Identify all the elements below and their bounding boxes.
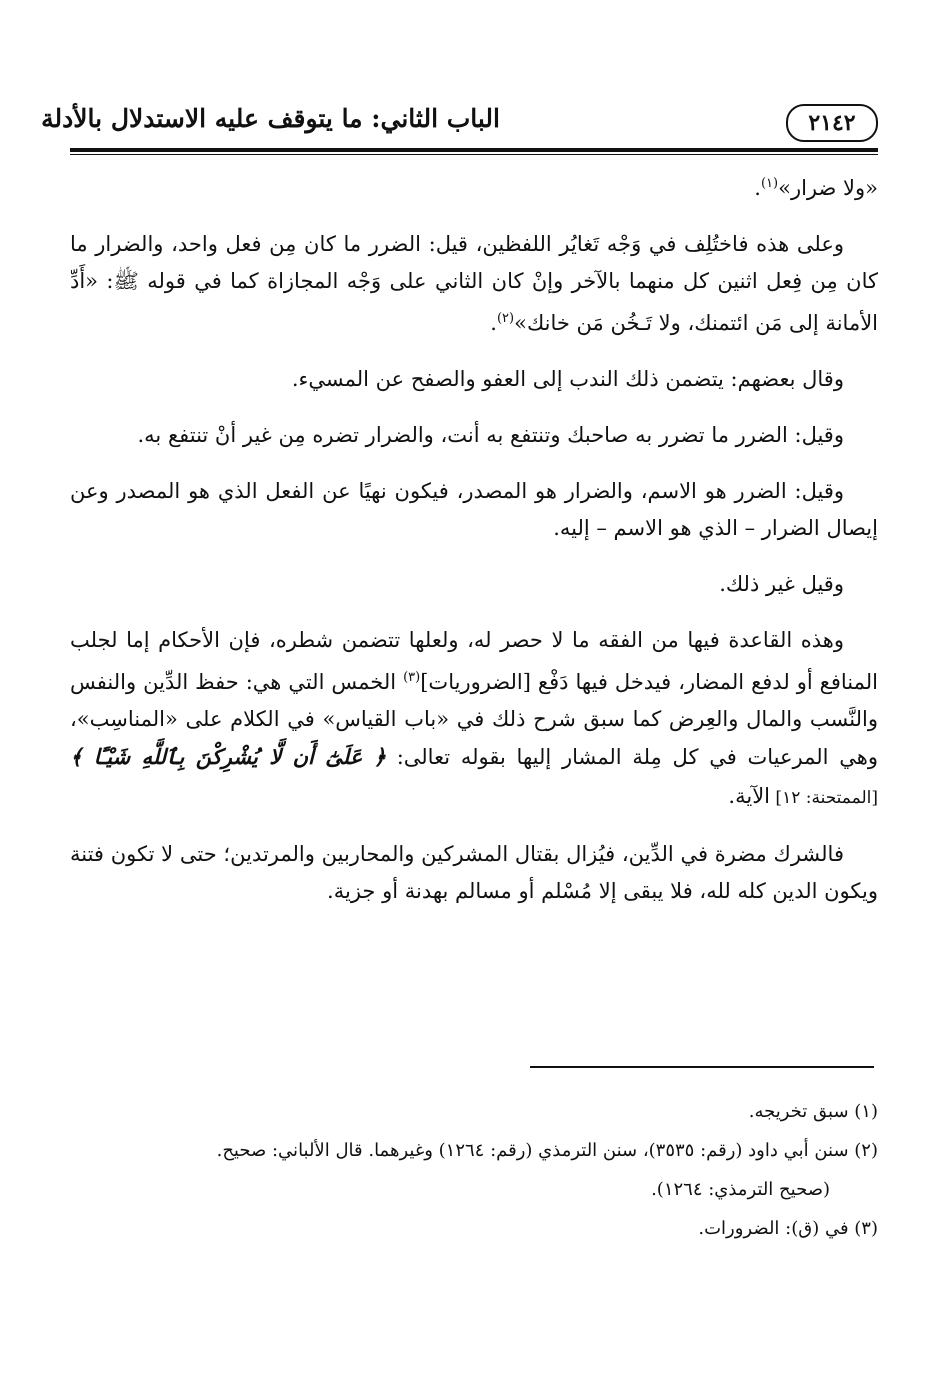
- header-rule-thick: [70, 148, 878, 152]
- footnote-2: [70, 1135, 878, 1166]
- paragraph-7-text-b: الخمس التي هي: حفظ الدِّين والنفس والنَّسب والمال والعِرض كما سبق شرح ذلك في «باب القياس» في الكلام على «المناسِب»، وهي المرعيات في كل مِلة المشار إليها بقوله تعالى:: [70, 670, 878, 769]
- paragraph-1: [70, 165, 878, 207]
- footnote-2-text: (٢) سنن أبي داود (رقم: ٣٥٣٥)، سنن الترمذي (رقم: ١٢٦٤) وغيرهما. قال الألباني: صحيح.: [216, 1140, 878, 1161]
- paragraph-4: وقيل: الضرر ما تضرر به صاحبك وتنتفع به أنت، والضرار تضره مِن غير أنْ تنتفع به.: [137, 423, 844, 447]
- footnote-separator: [530, 1066, 874, 1068]
- paragraph-7: [70, 622, 878, 817]
- header-rule-thin: [70, 154, 878, 155]
- footnotes: [70, 1096, 878, 1252]
- paragraph-5: وقيل: الضرر هو الاسم، والضرار هو المصدر، فيكون نهيًا عن الفعل الذي هو المصدر وعن إيصال الضرار – الذي هو الاسم – إليه.: [70, 479, 878, 540]
- paragraph-2-text: وعلى هذه فاختُلِف في وَجْه تَغايُر اللفظين، قيل: الضرر ما كان مِن فعل واحد، والضرار ما كان مِن فِعل اثنين كل منهما بالآخر وإنْ كان الثاني على وَجْه المجازاة كما في قوله ﷺ: «أَدِّ الأمانة إلى مَن ائتمنك، ولا تَـخُن مَن خانك»: [70, 232, 878, 335]
- page-header: [41, 100, 878, 148]
- footnote-1: (١) سبق تخريجه.: [748, 1101, 878, 1122]
- paragraph-1-text: «ولا ضرار»: [778, 176, 878, 200]
- footnote-ref-1: (١): [760, 176, 779, 191]
- paragraph-1-end: .: [754, 176, 761, 200]
- footnote-ref-2: (٢): [496, 311, 515, 326]
- footnote-3: (٣) في (ق): الضرورات.: [698, 1218, 878, 1239]
- paragraph-2-end: .: [490, 311, 497, 335]
- paragraph-7-text-a: وهذه القاعدة فيها من الفقه ما لا حصر له، ولعلها تتضمن شطره، فإن الأحكام إما لجلب المنافع أو لدفع المضار، فيدخل فيها دَفْع [الضروريات]: [70, 628, 878, 694]
- paragraph-2: [70, 226, 878, 342]
- paragraph-6: وقيل غير ذلك.: [719, 572, 844, 596]
- footnote-ref-3: (٣): [403, 670, 421, 685]
- running-title: الباب الثاني: ما يتوقف عليه الاستدلال بالأدلة: [41, 104, 500, 133]
- body-text: [70, 165, 878, 929]
- footnote-2-continuation: (صحيح الترمذي: ١٢٦٤).: [651, 1179, 830, 1200]
- paragraph-3: وقال بعضهم: يتضمن ذلك الندب إلى العفو والصفح عن المسيء.: [291, 367, 844, 391]
- paragraph-8: فالشرك مضرة في الدِّين، فيُزال بقتال المشركين والمحاربين والمرتدين؛ حتى لا تكون فتنة ويكون الدين كله لله، فلا يبقى إلا مُسْلم أو مسالم بهدنة أو جزية.: [70, 842, 878, 903]
- verse-reference: [الممتحنة: ١٢]: [770, 788, 878, 808]
- page-number: ٢١٤٢: [786, 104, 878, 142]
- paragraph-7-end: الآية.: [728, 784, 771, 808]
- quran-verse: ﴿ عَلَىٰٓ أَن لَّا يُشْرِكْنَ بِٱللَّهِ شَيْـًٔا ﴾: [70, 744, 386, 769]
